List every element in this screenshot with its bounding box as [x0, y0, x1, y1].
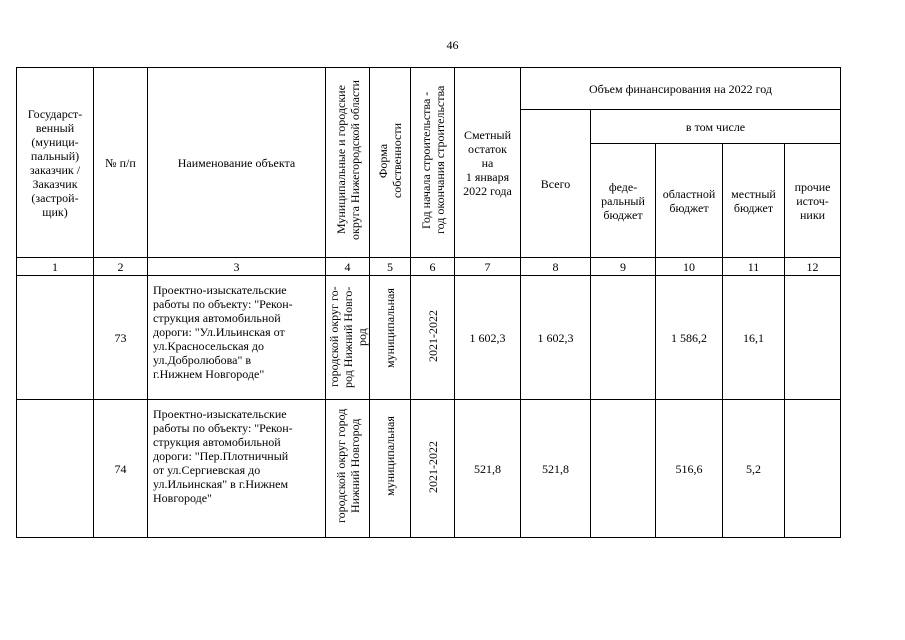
header-years-cell: [411, 68, 455, 258]
column-numbers-row: [17, 258, 841, 276]
row-years: 2021-2022: [425, 441, 440, 493]
column-number: 1: [17, 258, 94, 276]
header-other: прочие источ- ники: [785, 144, 841, 258]
row-regional: 1 586,2: [656, 276, 723, 400]
column-number: 9: [591, 258, 656, 276]
row-other: [785, 276, 841, 400]
row-object-name: Проектно-изыскательские работы по объекту: "Рекон- струкция автомобильной дороги: "Ул.Ильинская от ул.Красносельская до ул.Добролюбова" в г.Нижнем Новгороде": [148, 276, 326, 400]
header-years: Год начала строительства - год окончания строительства: [418, 85, 447, 235]
row-local: 16,1: [723, 276, 785, 400]
row-customer: [17, 276, 94, 400]
column-number: 5: [370, 258, 411, 276]
table-row: [17, 400, 841, 538]
row-federal: [591, 400, 656, 538]
column-number: 8: [521, 258, 591, 276]
header-federal: феде- ральный бюджет: [591, 144, 656, 258]
row-customer: [17, 400, 94, 538]
header-ownership-cell: [370, 68, 411, 258]
row-local: 5,2: [723, 400, 785, 538]
header-financing: Объем финансирования на 2022 год: [521, 68, 841, 110]
row-ownership-cell: [370, 400, 411, 538]
row-regional: 516,6: [656, 400, 723, 538]
row-estimate-remainder: 1 602,3: [455, 276, 521, 400]
header-municipality: Муниципальные и городские округа Нижегородской области: [333, 80, 362, 240]
header-including: в том чиcле: [591, 110, 841, 144]
column-number: 3: [148, 258, 326, 276]
row-municipality: городской округ го- род Нижний Новго- род: [326, 286, 369, 388]
row-federal: [591, 276, 656, 400]
row-num: 73: [94, 276, 148, 400]
header-local: местный бюджет: [723, 144, 785, 258]
financing-table: [16, 67, 841, 538]
page-number: 46: [446, 38, 459, 52]
table-row: [17, 276, 841, 400]
header-total: Всего: [521, 110, 591, 258]
row-total: 1 602,3: [521, 276, 591, 400]
row-years-cell: [411, 276, 455, 400]
header-num: № п/п: [94, 68, 148, 258]
row-ownership: муниципальная: [383, 288, 397, 368]
row-municipality-cell: [326, 400, 370, 538]
header-customer: Государст- венный (муници- пальный) заказчик / Заказчик (застрой- щик): [17, 68, 94, 258]
row-num: 74: [94, 400, 148, 538]
row-municipality-cell: [326, 276, 370, 400]
header-municipality-cell: [326, 68, 370, 258]
header-estimate-remainder: Сметный остаток на 1 января 2022 года: [455, 68, 521, 258]
row-ownership: муниципальная: [383, 416, 397, 496]
column-number: 7: [455, 258, 521, 276]
row-years-cell: [411, 400, 455, 538]
column-number: 12: [785, 258, 841, 276]
column-number: 6: [411, 258, 455, 276]
row-total: 521,8: [521, 400, 591, 538]
header-ownership: Форма собственности: [376, 123, 404, 199]
column-number: 2: [94, 258, 148, 276]
header-object-name: Наименование объекта: [148, 68, 326, 258]
column-number: 4: [326, 258, 370, 276]
row-estimate-remainder: 521,8: [455, 400, 521, 538]
row-years: 2021-2022: [425, 310, 440, 362]
header-regional: областной бюджет: [656, 144, 723, 258]
row-object-name: Проектно-изыскательские работы по объекту: "Рекон- струкция автомобильной дороги: "Пер.Плотничный от ул.Сергиевская до ул.Ильинская" в г.Нижнем Новгороде": [148, 400, 326, 538]
column-number: 11: [723, 258, 785, 276]
row-ownership-cell: [370, 276, 411, 400]
row-other: [785, 400, 841, 538]
row-municipality: городской округ город Нижний Новгород: [333, 408, 362, 524]
column-number: 10: [656, 258, 723, 276]
